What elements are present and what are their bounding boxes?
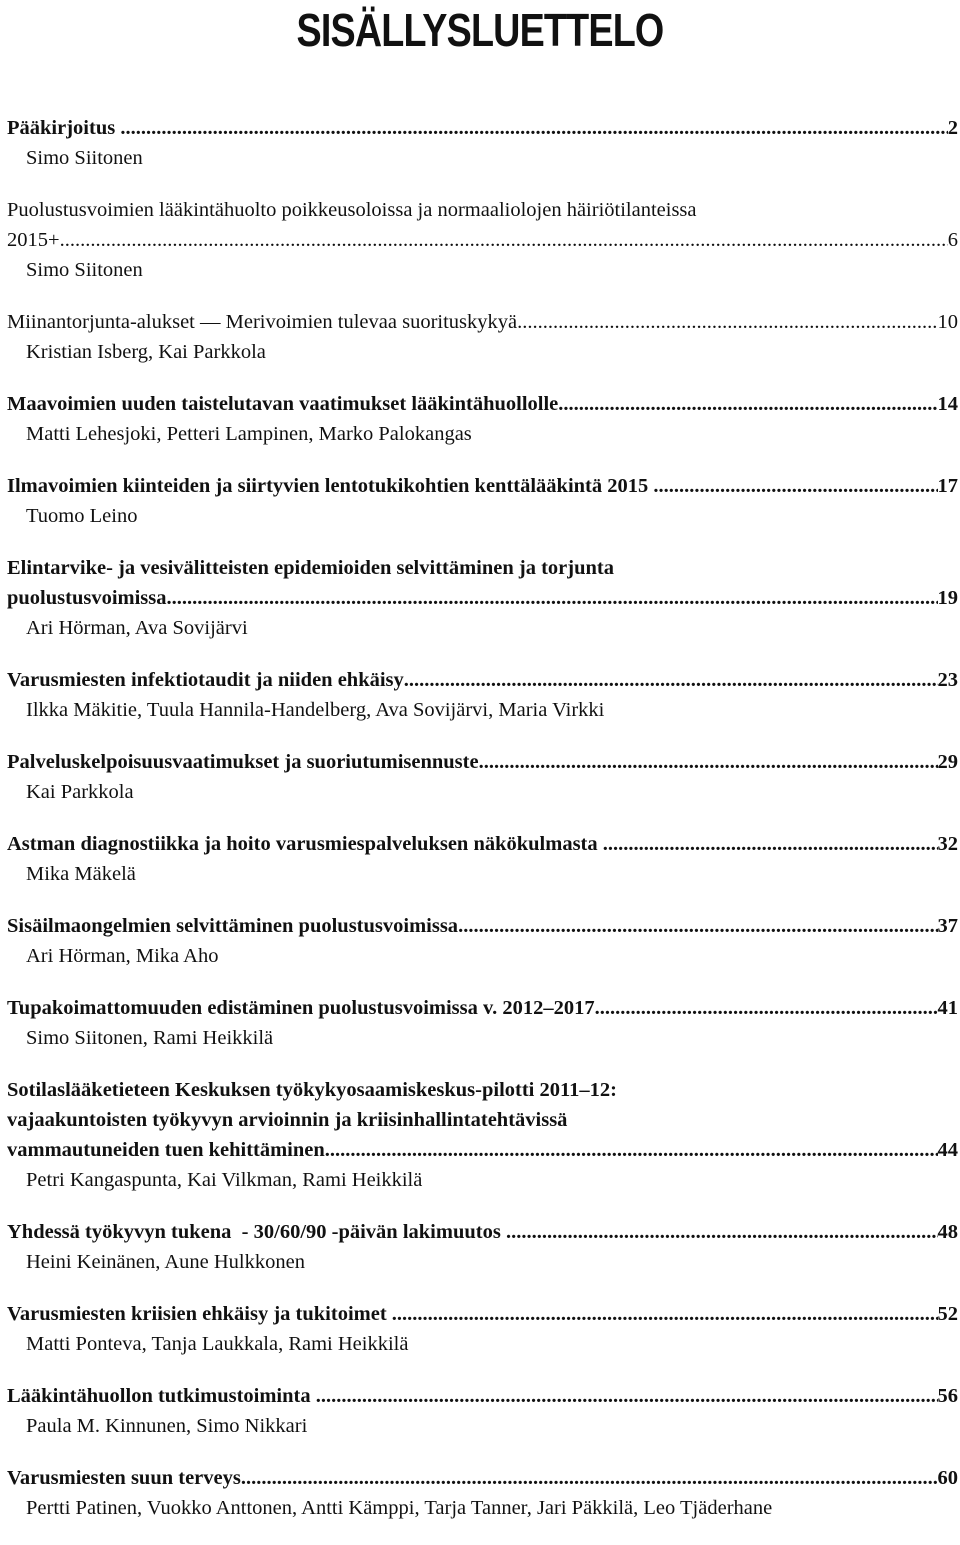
dot-leader [517,307,937,337]
toc-entry-title: Palveluskelpoisuusvaatimukset ja suoriutumisennuste [7,751,479,773]
page-number: 44 [937,1139,958,1161]
toc-entry-authors: Matti Ponteva, Tanja Laukkala, Rami Heikkilä [26,1333,409,1355]
toc-entry[interactable] [7,747,958,807]
dot-leader [325,1135,938,1165]
toc-entry-authors: Ari Hörman, Ava Sovijärvi [26,617,248,639]
toc-entry-title: 2015+ [7,229,60,251]
page-number: 29 [937,751,958,773]
page-number: 6 [947,229,958,251]
page-number: 23 [937,669,958,691]
toc-entry-title-line: vajaakuntoisten työkyvyn arvioinnin ja kriisinhallintatehtävissä [7,1109,568,1131]
toc-entry-authors: Kristian Isberg, Kai Parkkola [26,341,266,363]
toc-entry[interactable] [7,993,958,1053]
dot-leader [603,829,938,859]
toc-entry-authors: Heini Keinänen, Aune Hulkkonen [26,1251,305,1273]
page-number: 17 [937,475,958,497]
dot-leader [60,225,948,255]
toc-entry-title: Varusmiesten suun terveys [7,1467,241,1489]
page-number: 41 [937,997,958,1019]
toc-entry-authors: Tuomo Leino [26,505,138,527]
toc-entry-leader-line [7,1381,958,1411]
toc-entry[interactable] [7,1381,958,1441]
toc-entry[interactable] [7,553,958,643]
toc-entry[interactable] [7,471,958,531]
toc-entry-authors: Simo Siitonen, Rami Heikkilä [26,1027,274,1049]
toc-entry-title: vammautuneiden tuen kehittäminen [7,1139,325,1161]
toc-entry-authors: Simo Siitonen [26,259,143,281]
toc-entry-leader-line [7,471,958,501]
toc-entry-leader-line [7,829,958,859]
dot-leader [404,665,938,695]
page-number: 56 [937,1385,958,1407]
toc-entry-authors: Kai Parkkola [26,781,134,803]
toc-entry-title: Maavoimien uuden taistelutavan vaatimukset lääkintähuollolle [7,393,559,415]
dot-leader [479,747,938,777]
toc-entry-title: Astman diagnostiikka ja hoito varusmiespalveluksen näkökulmasta [7,833,603,855]
toc-entry[interactable] [7,307,958,367]
toc-entry-authors: Mika Mäkelä [26,863,136,885]
page-number: 48 [937,1221,958,1243]
toc-entry-title-line: Elintarvike- ja vesivälitteisten epidemioiden selvittäminen ja torjunta [7,557,614,579]
dot-leader [558,389,937,419]
toc-entry[interactable] [7,1217,958,1277]
toc-entry[interactable] [7,1299,958,1359]
toc-entry-leader-line [7,911,958,941]
dot-leader [392,1299,938,1329]
toc-entry-title: Varusmiesten kriisien ehkäisy ja tukitoimet [7,1303,392,1325]
toc-entry-title: Varusmiesten infektiotaudit ja niiden ehkäisy [7,669,404,691]
toc-entry-authors: Simo Siitonen [26,147,143,169]
dot-leader [241,1463,938,1493]
toc-entry-title: Yhdessä työkyvyn tukena - 30/60/90 -päivän lakimuutos [7,1221,506,1243]
toc-entry-leader-line [7,225,958,255]
toc-entry[interactable] [7,195,958,285]
toc-entry-title: Pääkirjoitus [7,117,121,139]
toc-entry-title: Tupakoimattomuuden edistäminen puolustusvoimissa v. 2012–2017 [7,997,595,1019]
page-number: 2 [947,117,958,139]
toc-entry-title: Sisäilmaongelmien selvittäminen puolustusvoimissa [7,915,459,937]
page-number: 37 [937,915,958,937]
page-number: 14 [937,393,958,415]
toc-entry-authors: Ilkka Mäkitie, Tuula Hannila-Handelberg, Ava Sovijärvi, Maria Virkki [26,699,605,721]
toc-entry-leader-line [7,389,958,419]
page-number: 10 [937,311,958,333]
toc-entry-authors: Petri Kangaspunta, Kai Vilkman, Rami Heikkilä [26,1169,423,1191]
dot-leader [595,993,938,1023]
toc-entry-authors: Matti Lehesjoki, Petteri Lampinen, Marko Palokangas [26,423,472,445]
toc-entry-leader-line [7,113,958,143]
toc-entry[interactable] [7,1075,958,1195]
toc-entry[interactable] [7,1463,958,1523]
toc-entry-leader-line [7,1217,958,1247]
toc-entry-leader-line [7,665,958,695]
toc-entry-leader-line [7,307,958,337]
page-number: 60 [937,1467,958,1489]
toc-entry-authors: Ari Hörman, Mika Aho [26,945,219,967]
toc-entry-title: Lääkintähuollon tutkimustoiminta [7,1385,316,1407]
toc-entry[interactable] [7,911,958,971]
dot-leader [653,471,937,501]
toc-entry-leader-line [7,993,958,1023]
toc-entry-title-line: Puolustusvoimien lääkintähuolto poikkeusoloissa ja normaaliolojen häiriötilanteissa [7,199,697,221]
toc-entry[interactable] [7,829,958,889]
toc-entry-leader-line [7,1299,958,1329]
page-number: 19 [937,587,958,609]
toc-entry-title-line: Sotilaslääketieteen Keskuksen työkykyosaamiskeskus-pilotti 2011–12: [7,1079,617,1101]
toc-entry-title: Miinantorjunta-alukset — Merivoimien tulevaa suorituskykyä [7,311,518,333]
page-title: SISÄLLYSLUETTELO [296,4,664,56]
toc-entry-title: puolustusvoimissa [7,587,167,609]
table-of-contents [7,113,958,1545]
toc-entry[interactable] [7,113,958,173]
dot-leader [458,911,937,941]
dot-leader [120,113,947,143]
toc-entry[interactable] [7,665,958,725]
toc-entry-title: Ilmavoimien kiinteiden ja siirtyvien lentotukikohtien kenttälääkintä 2015 [7,475,654,497]
dot-leader [167,583,938,613]
toc-entry[interactable] [7,389,958,449]
toc-entry-leader-line [7,1135,958,1165]
dot-leader [506,1217,938,1247]
page-number: 32 [937,833,958,855]
toc-entry-authors: Paula M. Kinnunen, Simo Nikkari [26,1415,308,1437]
toc-entry-leader-line [7,747,958,777]
toc-entry-leader-line [7,583,958,613]
toc-entry-authors: Pertti Patinen, Vuokko Anttonen, Antti Kämppi, Tarja Tanner, Jari Päkkilä, Leo Tjäderhane [26,1497,773,1519]
dot-leader [316,1381,938,1411]
toc-entry-leader-line [7,1463,958,1493]
page-number: 52 [937,1303,958,1325]
